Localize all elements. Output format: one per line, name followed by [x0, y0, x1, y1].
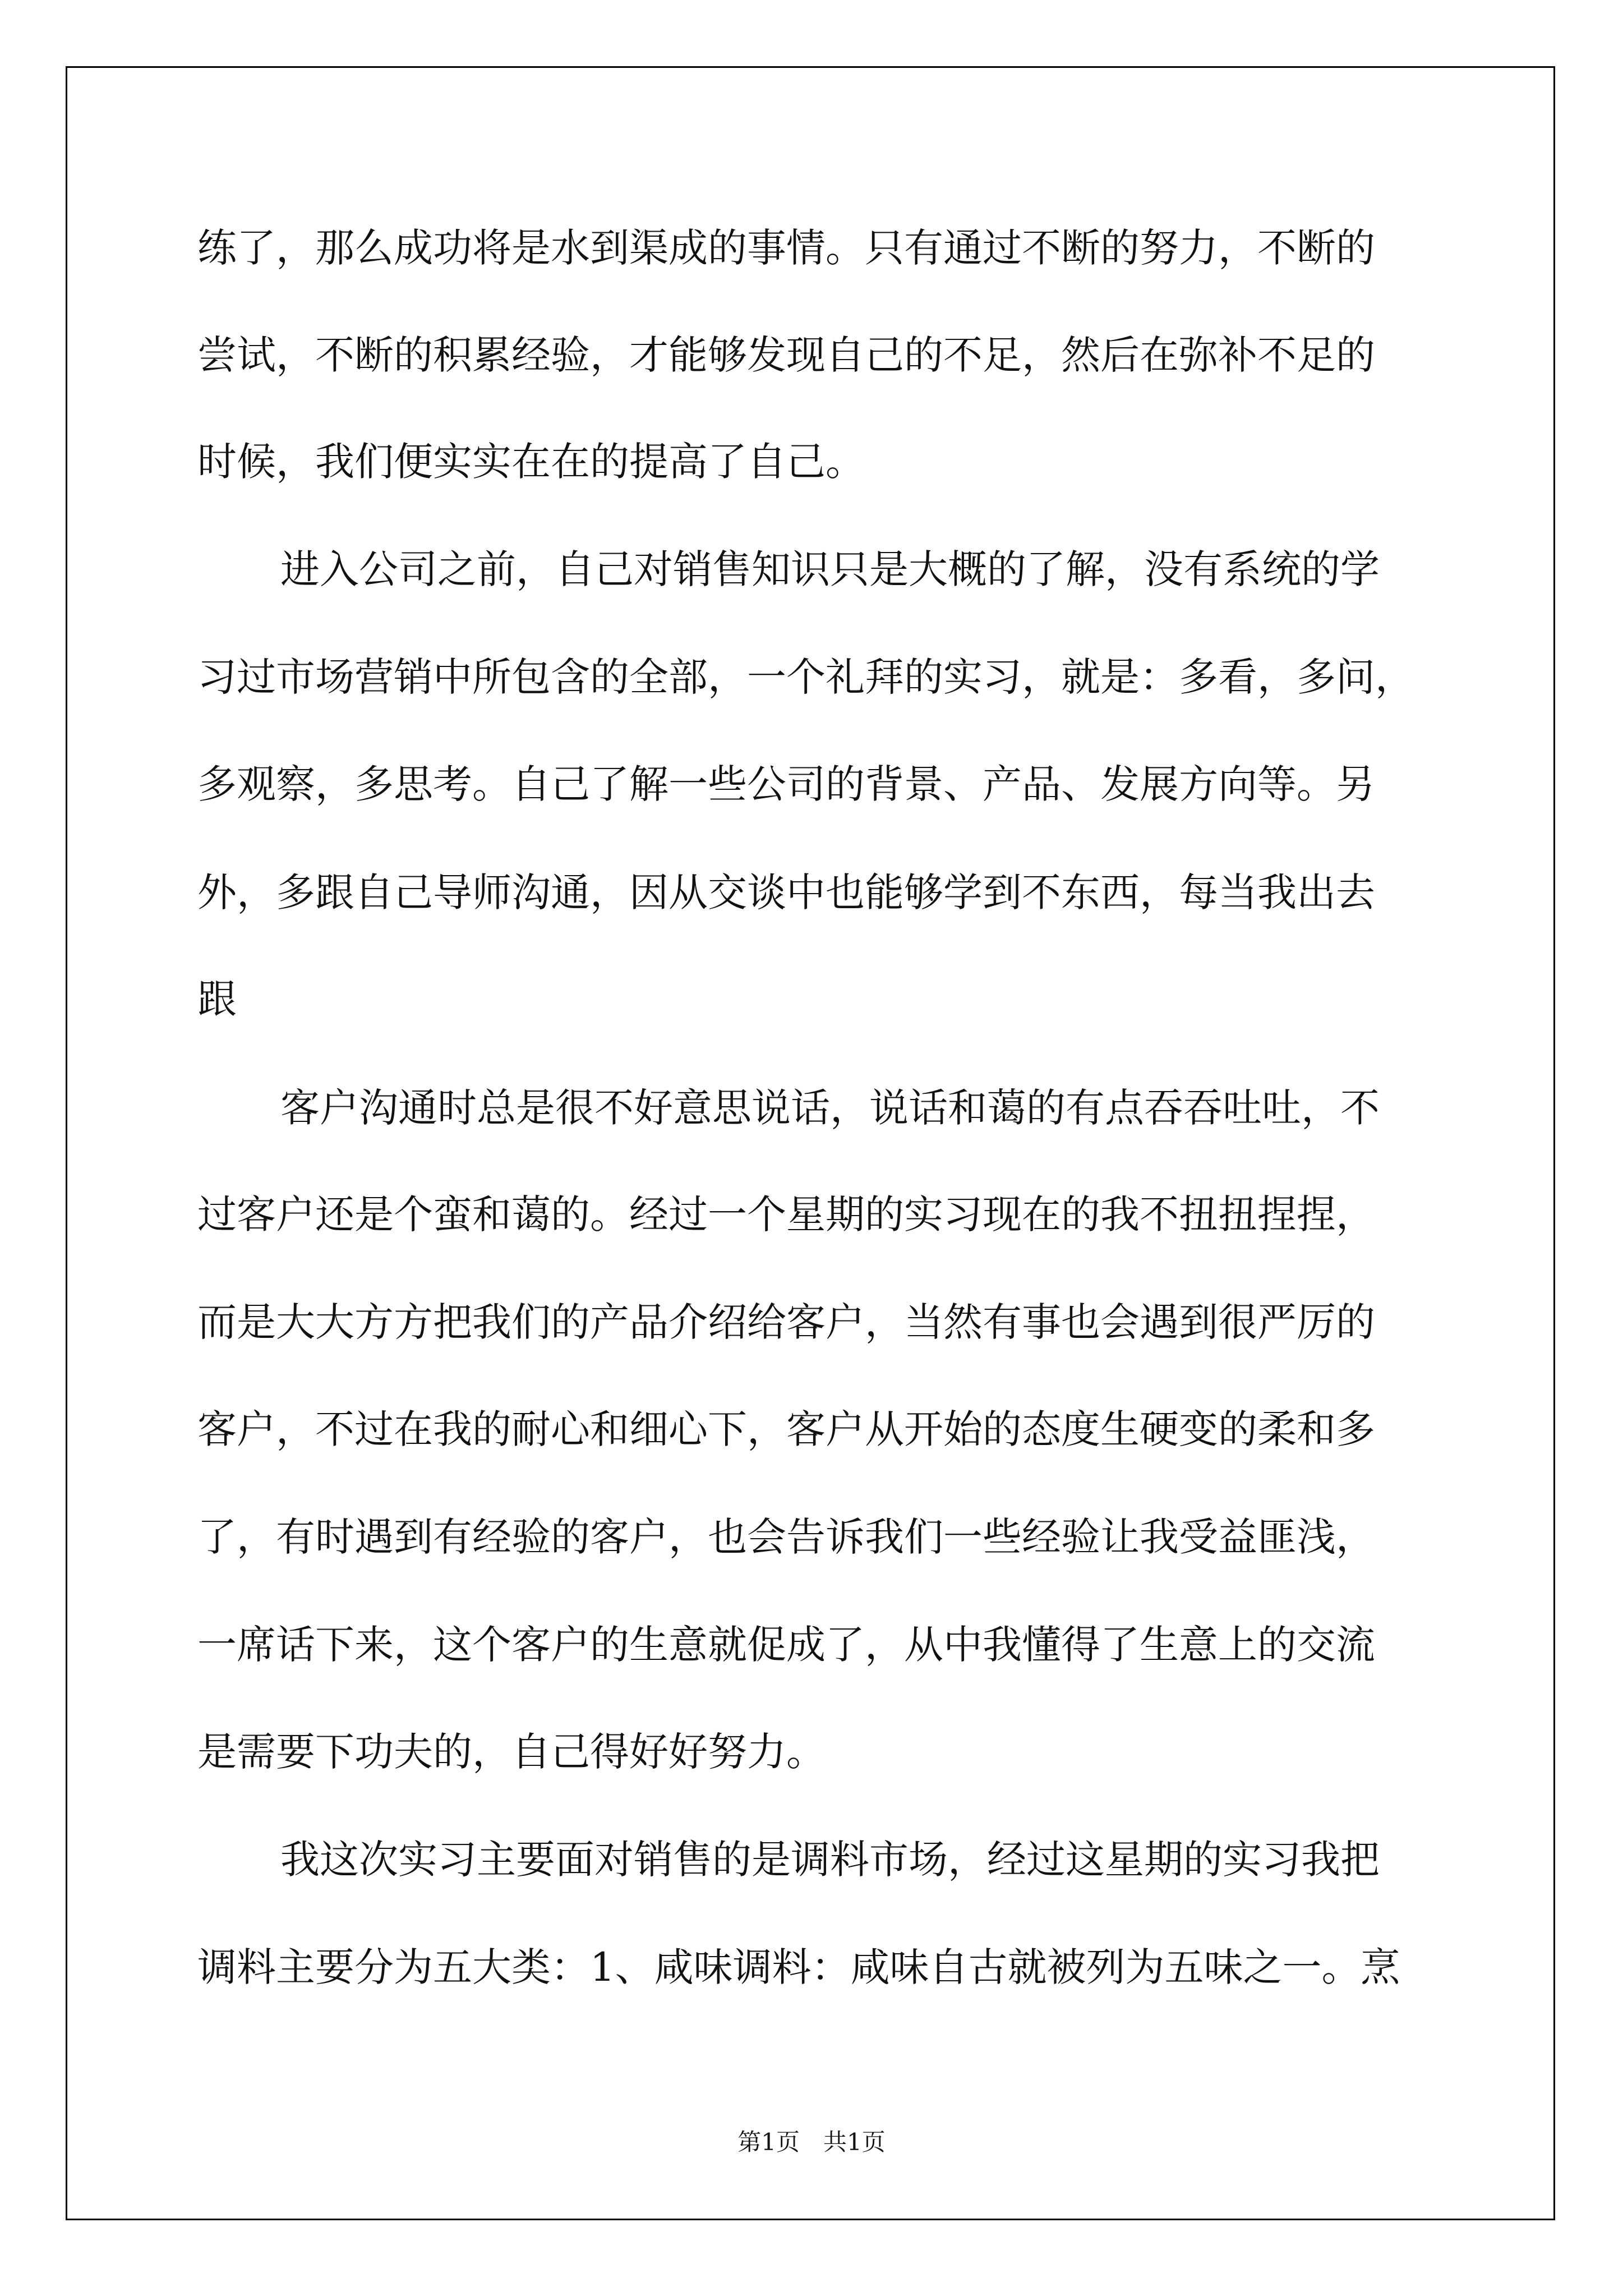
text-line: 进入公司之前，自己对销售知识只是大概的了解，没有系统的学 — [280, 546, 1380, 592]
text-line: 而是大大方方把我们的产品介绍给客户，当然有事也会遇到很严厉的 — [197, 1299, 1375, 1345]
text-line: 练了，那么成功将是水到渠成的事情。只有通过不断的努力，不断的 — [197, 225, 1375, 271]
text-line: 一席话下来，这个客户的生意就促成了，从中我懂得了生意上的交流 — [197, 1622, 1375, 1668]
text-line: 习过市场营销中所包含的全部，一个礼拜的实习，就是：多看，多问， — [197, 654, 1414, 700]
text-line: 我这次实习主要面对销售的是调料市场，经过这星期的实习我把 — [280, 1837, 1380, 1883]
text-line: 过客户还是个蛮和蔼的。经过一个星期的实习现在的我不扭扭捏捏， — [197, 1191, 1375, 1237]
text-line: 多观察，多思考。自己了解一些公司的背景、产品、发展方向等。另 — [197, 761, 1375, 807]
text-line: 时候，我们便实实在在的提高了自己。 — [197, 439, 865, 485]
page-border — [66, 66, 1555, 2220]
page-footer: 第1页 共1页 — [737, 2128, 886, 2156]
text-line: 了，有时遇到有经验的客户，也会告诉我们一些经验让我受益匪浅， — [197, 1514, 1375, 1560]
text-line: 客户沟通时总是很不好意思说话，说话和蔼的有点吞吞吐吐，不 — [280, 1085, 1380, 1131]
text-line: 外，多跟自己导师沟通，因从交谈中也能够学到不东西，每当我出去 — [197, 869, 1375, 915]
text-line: 跟 — [197, 976, 237, 1022]
text-line: 客户，不过在我的耐心和细心下，客户从开始的态度生硬变的柔和多 — [197, 1406, 1375, 1452]
text-line: 调料主要分为五大类：1、咸味调料：咸味自古就被列为五味之一。烹 — [197, 1944, 1400, 1990]
text-line: 尝试，不断的积累经验，才能够发现自己的不足，然后在弥补不足的 — [197, 332, 1375, 378]
text-line: 是需要下功夫的，自己得好好努力。 — [197, 1729, 826, 1775]
